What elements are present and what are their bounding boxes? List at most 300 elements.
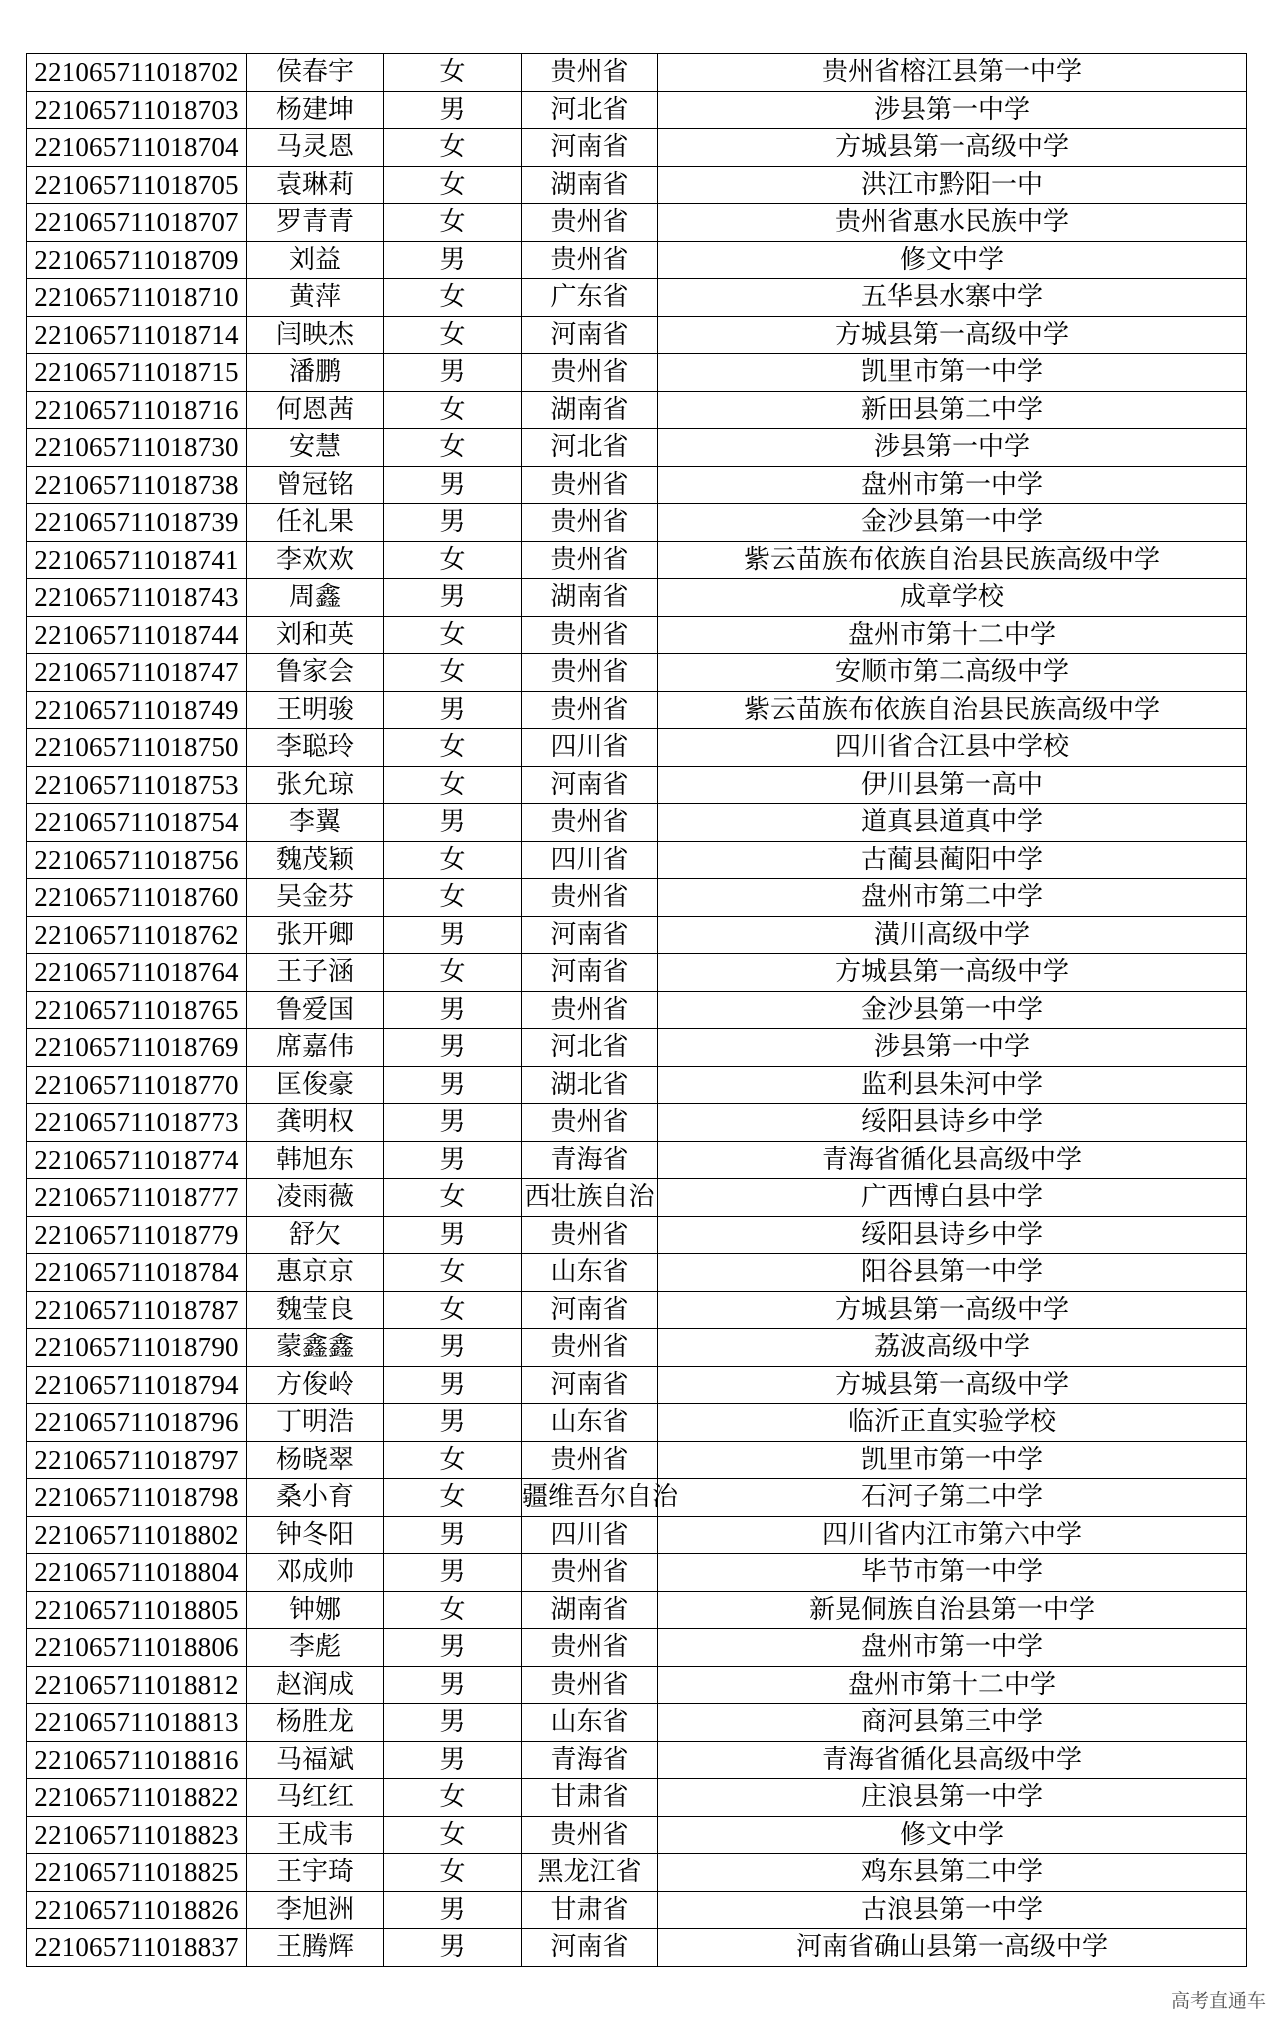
exam-id-cell: 221065711018826 [27, 1891, 247, 1929]
exam-id-cell: 221065711018764 [27, 954, 247, 992]
gender-cell: 女 [384, 1254, 522, 1292]
table-row [27, 954, 1247, 992]
gender-cell: 男 [384, 1891, 522, 1929]
exam-id-cell: 221065711018804 [27, 1554, 247, 1592]
gender-cell: 女 [384, 1441, 522, 1479]
name-cell: 马福斌 [247, 1741, 384, 1779]
exam-id-cell: 221065711018702 [27, 54, 247, 92]
gender-cell: 男 [384, 1929, 522, 1967]
exam-id-cell: 221065711018709 [27, 241, 247, 279]
table-row [27, 91, 1247, 129]
exam-id-cell: 221065711018762 [27, 916, 247, 954]
exam-id-cell: 221065711018816 [27, 1741, 247, 1779]
gender-cell: 女 [384, 1591, 522, 1629]
name-cell: 罗青青 [247, 204, 384, 242]
table-row [27, 1629, 1247, 1667]
gender-cell: 女 [384, 129, 522, 167]
school-cell: 河南省确山县第一高级中学 [658, 1929, 1247, 1967]
table-row [27, 241, 1247, 279]
gender-cell: 男 [384, 91, 522, 129]
table-row [27, 691, 1247, 729]
province-cell: 贵州省 [522, 804, 658, 842]
table-row [27, 654, 1247, 692]
name-cell: 蒙鑫鑫 [247, 1329, 384, 1367]
name-cell: 凌雨薇 [247, 1179, 384, 1217]
gender-cell: 女 [384, 316, 522, 354]
name-cell: 刘益 [247, 241, 384, 279]
province-cell: 西壮族自治 [522, 1179, 658, 1217]
table-row [27, 1216, 1247, 1254]
table-row [27, 804, 1247, 842]
name-cell: 杨胜龙 [247, 1704, 384, 1742]
gender-cell: 女 [384, 429, 522, 467]
province-cell: 湖南省 [522, 579, 658, 617]
name-cell: 曾冠铭 [247, 466, 384, 504]
table-row [27, 1704, 1247, 1742]
school-cell: 方城县第一高级中学 [658, 316, 1247, 354]
exam-id-cell: 221065711018798 [27, 1479, 247, 1517]
gender-cell: 男 [384, 1029, 522, 1067]
exam-id-cell: 221065711018744 [27, 616, 247, 654]
gender-cell: 男 [384, 1704, 522, 1742]
school-cell: 方城县第一高级中学 [658, 1291, 1247, 1329]
school-cell: 监利县朱河中学 [658, 1066, 1247, 1104]
school-cell: 五华县水寨中学 [658, 279, 1247, 317]
name-cell: 张开卿 [247, 916, 384, 954]
table-row [27, 1366, 1247, 1404]
gender-cell: 男 [384, 1366, 522, 1404]
table-row [27, 991, 1247, 1029]
exam-id-cell: 221065711018760 [27, 879, 247, 917]
exam-id-cell: 221065711018704 [27, 129, 247, 167]
school-cell: 贵州省惠水民族中学 [658, 204, 1247, 242]
table-row [27, 1741, 1247, 1779]
province-cell: 贵州省 [522, 54, 658, 92]
table-row [27, 354, 1247, 392]
table-row [27, 504, 1247, 542]
name-cell: 刘和英 [247, 616, 384, 654]
exam-id-cell: 221065711018707 [27, 204, 247, 242]
province-cell: 河北省 [522, 429, 658, 467]
province-cell: 湖南省 [522, 391, 658, 429]
gender-cell: 男 [384, 1066, 522, 1104]
exam-id-cell: 221065711018790 [27, 1329, 247, 1367]
table-row [27, 1141, 1247, 1179]
gender-cell: 男 [384, 579, 522, 617]
province-cell: 河北省 [522, 1029, 658, 1067]
exam-id-cell: 221065711018773 [27, 1104, 247, 1142]
school-cell: 涉县第一中学 [658, 1029, 1247, 1067]
school-cell: 鸡东县第二中学 [658, 1854, 1247, 1892]
school-cell: 紫云苗族布依族自治县民族高级中学 [658, 691, 1247, 729]
exam-id-cell: 221065711018784 [27, 1254, 247, 1292]
table-row [27, 166, 1247, 204]
gender-cell: 男 [384, 691, 522, 729]
exam-id-cell: 221065711018765 [27, 991, 247, 1029]
province-cell: 河南省 [522, 766, 658, 804]
school-cell: 方城县第一高级中学 [658, 129, 1247, 167]
name-cell: 吴金芬 [247, 879, 384, 917]
exam-id-cell: 221065711018739 [27, 504, 247, 542]
exam-id-cell: 221065711018797 [27, 1441, 247, 1479]
gender-cell: 男 [384, 1104, 522, 1142]
province-cell: 山东省 [522, 1254, 658, 1292]
table-row [27, 729, 1247, 767]
school-cell: 洪江市黔阳一中 [658, 166, 1247, 204]
province-cell: 贵州省 [522, 691, 658, 729]
name-cell: 侯春宇 [247, 54, 384, 92]
name-cell: 马红红 [247, 1779, 384, 1817]
table-row [27, 1441, 1247, 1479]
exam-id-cell: 221065711018774 [27, 1141, 247, 1179]
exam-id-cell: 221065711018743 [27, 579, 247, 617]
name-cell: 惠京京 [247, 1254, 384, 1292]
school-cell: 方城县第一高级中学 [658, 1366, 1247, 1404]
gender-cell: 女 [384, 54, 522, 92]
table-row [27, 579, 1247, 617]
name-cell: 张允琼 [247, 766, 384, 804]
school-cell: 庄浪县第一中学 [658, 1779, 1247, 1817]
table-row [27, 879, 1247, 917]
province-cell: 贵州省 [522, 354, 658, 392]
gender-cell: 男 [384, 504, 522, 542]
province-cell: 疆维吾尔自治 [522, 1479, 658, 1517]
gender-cell: 男 [384, 804, 522, 842]
name-cell: 钟冬阳 [247, 1516, 384, 1554]
province-cell: 贵州省 [522, 1441, 658, 1479]
province-cell: 贵州省 [522, 466, 658, 504]
name-cell: 丁明浩 [247, 1404, 384, 1442]
table-row [27, 279, 1247, 317]
exam-id-cell: 221065711018812 [27, 1666, 247, 1704]
table-row [27, 1779, 1247, 1817]
table-row [27, 541, 1247, 579]
school-cell: 古蔺县蔺阳中学 [658, 841, 1247, 879]
school-cell: 青海省循化县高级中学 [658, 1141, 1247, 1179]
name-cell: 闫映杰 [247, 316, 384, 354]
school-cell: 盘州市第二中学 [658, 879, 1247, 917]
exam-id-cell: 221065711018787 [27, 1291, 247, 1329]
table-row [27, 1516, 1247, 1554]
school-cell: 修文中学 [658, 241, 1247, 279]
province-cell: 贵州省 [522, 1329, 658, 1367]
province-cell: 贵州省 [522, 616, 658, 654]
school-cell: 广西博白县中学 [658, 1179, 1247, 1217]
province-cell: 贵州省 [522, 204, 658, 242]
school-cell: 古浪县第一中学 [658, 1891, 1247, 1929]
watermark-text: 高考直通车 [1170, 1990, 1266, 2012]
gender-cell: 女 [384, 729, 522, 767]
province-cell: 青海省 [522, 1741, 658, 1779]
table-row [27, 1254, 1247, 1292]
table-row [27, 1029, 1247, 1067]
gender-cell: 男 [384, 1629, 522, 1667]
table-row [27, 916, 1247, 954]
gender-cell: 女 [384, 616, 522, 654]
table-row [27, 1929, 1247, 1967]
province-cell: 四川省 [522, 841, 658, 879]
school-cell: 潢川高级中学 [658, 916, 1247, 954]
gender-cell: 男 [384, 1554, 522, 1592]
school-cell: 四川省内江市第六中学 [658, 1516, 1247, 1554]
province-cell: 贵州省 [522, 1666, 658, 1704]
school-cell: 伊川县第一高中 [658, 766, 1247, 804]
name-cell: 韩旭东 [247, 1141, 384, 1179]
school-cell: 盘州市第一中学 [658, 466, 1247, 504]
province-cell: 河南省 [522, 1291, 658, 1329]
gender-cell: 女 [384, 1779, 522, 1817]
name-cell: 何恩茜 [247, 391, 384, 429]
name-cell: 李旭洲 [247, 1891, 384, 1929]
exam-id-cell: 221065711018753 [27, 766, 247, 804]
school-cell: 贵州省榕江县第一中学 [658, 54, 1247, 92]
name-cell: 王成韦 [247, 1816, 384, 1854]
school-cell: 商河县第三中学 [658, 1704, 1247, 1742]
exam-id-cell: 221065711018749 [27, 691, 247, 729]
table-row [27, 1816, 1247, 1854]
exam-id-cell: 221065711018794 [27, 1366, 247, 1404]
gender-cell: 女 [384, 1479, 522, 1517]
name-cell: 方俊岭 [247, 1366, 384, 1404]
province-cell: 贵州省 [522, 241, 658, 279]
gender-cell: 女 [384, 1179, 522, 1217]
name-cell: 杨建坤 [247, 91, 384, 129]
name-cell: 鲁家会 [247, 654, 384, 692]
gender-cell: 男 [384, 241, 522, 279]
table-row [27, 1066, 1247, 1104]
gender-cell: 男 [384, 991, 522, 1029]
name-cell: 王宇琦 [247, 1854, 384, 1892]
table-row [27, 204, 1247, 242]
school-cell: 石河子第二中学 [658, 1479, 1247, 1517]
name-cell: 席嘉伟 [247, 1029, 384, 1067]
name-cell: 魏莹良 [247, 1291, 384, 1329]
exam-id-cell: 221065711018823 [27, 1816, 247, 1854]
name-cell: 李聪玲 [247, 729, 384, 767]
table-row [27, 1104, 1247, 1142]
name-cell: 赵润成 [247, 1666, 384, 1704]
gender-cell: 男 [384, 1141, 522, 1179]
gender-cell: 男 [384, 1329, 522, 1367]
province-cell: 贵州省 [522, 654, 658, 692]
school-cell: 绥阳县诗乡中学 [658, 1216, 1247, 1254]
province-cell: 湖南省 [522, 166, 658, 204]
exam-id-cell: 221065711018715 [27, 354, 247, 392]
table-row [27, 1179, 1247, 1217]
school-cell: 荔波高级中学 [658, 1329, 1247, 1367]
school-cell: 涉县第一中学 [658, 429, 1247, 467]
school-cell: 紫云苗族布依族自治县民族高级中学 [658, 541, 1247, 579]
school-cell: 毕节市第一中学 [658, 1554, 1247, 1592]
province-cell: 贵州省 [522, 504, 658, 542]
gender-cell: 男 [384, 354, 522, 392]
province-cell: 甘肃省 [522, 1779, 658, 1817]
school-cell: 盘州市第十二中学 [658, 1666, 1247, 1704]
exam-id-cell: 221065711018703 [27, 91, 247, 129]
school-cell: 修文中学 [658, 1816, 1247, 1854]
school-cell: 临沂正直实验学校 [658, 1404, 1247, 1442]
gender-cell: 女 [384, 766, 522, 804]
exam-id-cell: 221065711018806 [27, 1629, 247, 1667]
table-row [27, 1479, 1247, 1517]
gender-cell: 女 [384, 204, 522, 242]
exam-id-cell: 221065711018730 [27, 429, 247, 467]
gender-cell: 女 [384, 1854, 522, 1892]
name-cell: 邓成帅 [247, 1554, 384, 1592]
province-cell: 黑龙江省 [522, 1854, 658, 1892]
gender-cell: 男 [384, 466, 522, 504]
gender-cell: 女 [384, 166, 522, 204]
name-cell: 杨晓翠 [247, 1441, 384, 1479]
school-cell: 新田县第二中学 [658, 391, 1247, 429]
name-cell: 龚明权 [247, 1104, 384, 1142]
school-cell: 涉县第一中学 [658, 91, 1247, 129]
table-row [27, 316, 1247, 354]
gender-cell: 男 [384, 1216, 522, 1254]
province-cell: 青海省 [522, 1141, 658, 1179]
table-row [27, 616, 1247, 654]
province-cell: 四川省 [522, 1516, 658, 1554]
name-cell: 匡俊豪 [247, 1066, 384, 1104]
exam-id-cell: 221065711018805 [27, 1591, 247, 1629]
name-cell: 李欢欢 [247, 541, 384, 579]
school-cell: 绥阳县诗乡中学 [658, 1104, 1247, 1142]
province-cell: 贵州省 [522, 1629, 658, 1667]
exam-id-cell: 221065711018741 [27, 541, 247, 579]
table-row [27, 391, 1247, 429]
name-cell: 袁琳莉 [247, 166, 384, 204]
school-cell: 安顺市第二高级中学 [658, 654, 1247, 692]
name-cell: 潘鹏 [247, 354, 384, 392]
name-cell: 周鑫 [247, 579, 384, 617]
gender-cell: 女 [384, 541, 522, 579]
province-cell: 广东省 [522, 279, 658, 317]
province-cell: 河南省 [522, 954, 658, 992]
school-cell: 阳谷县第一中学 [658, 1254, 1247, 1292]
school-cell: 四川省合江县中学校 [658, 729, 1247, 767]
province-cell: 甘肃省 [522, 1891, 658, 1929]
school-cell: 盘州市第十二中学 [658, 616, 1247, 654]
name-cell: 王腾辉 [247, 1929, 384, 1967]
table-row [27, 1554, 1247, 1592]
gender-cell: 女 [384, 954, 522, 992]
name-cell: 鲁爱国 [247, 991, 384, 1029]
gender-cell: 男 [384, 1666, 522, 1704]
name-cell: 王明骏 [247, 691, 384, 729]
exam-id-cell: 221065711018714 [27, 316, 247, 354]
province-cell: 山东省 [522, 1704, 658, 1742]
gender-cell: 男 [384, 1516, 522, 1554]
province-cell: 贵州省 [522, 879, 658, 917]
gender-cell: 女 [384, 1816, 522, 1854]
gender-cell: 女 [384, 841, 522, 879]
table-body [27, 54, 1247, 1967]
gender-cell: 女 [384, 654, 522, 692]
table-row [27, 429, 1247, 467]
gender-cell: 男 [384, 1404, 522, 1442]
exam-id-cell: 221065711018754 [27, 804, 247, 842]
school-cell: 成章学校 [658, 579, 1247, 617]
exam-id-cell: 221065711018716 [27, 391, 247, 429]
table-row [27, 841, 1247, 879]
name-cell: 王子涵 [247, 954, 384, 992]
province-cell: 四川省 [522, 729, 658, 767]
table-row [27, 54, 1247, 92]
province-cell: 河北省 [522, 91, 658, 129]
school-cell: 道真县道真中学 [658, 804, 1247, 842]
name-cell: 魏茂颖 [247, 841, 384, 879]
exam-id-cell: 221065711018825 [27, 1854, 247, 1892]
province-cell: 贵州省 [522, 1104, 658, 1142]
exam-id-cell: 221065711018738 [27, 466, 247, 504]
province-cell: 贵州省 [522, 1816, 658, 1854]
province-cell: 河南省 [522, 1929, 658, 1967]
name-cell: 舒欠 [247, 1216, 384, 1254]
exam-id-cell: 221065711018747 [27, 654, 247, 692]
province-cell: 贵州省 [522, 991, 658, 1029]
exam-id-cell: 221065711018796 [27, 1404, 247, 1442]
exam-id-cell: 221065711018813 [27, 1704, 247, 1742]
school-cell: 盘州市第一中学 [658, 1629, 1247, 1667]
exam-id-cell: 221065711018802 [27, 1516, 247, 1554]
exam-id-cell: 221065711018770 [27, 1066, 247, 1104]
gender-cell: 女 [384, 391, 522, 429]
province-cell: 贵州省 [522, 1216, 658, 1254]
exam-id-cell: 221065711018779 [27, 1216, 247, 1254]
province-cell: 河南省 [522, 129, 658, 167]
table-row [27, 1291, 1247, 1329]
province-cell: 湖南省 [522, 1591, 658, 1629]
table-row [27, 466, 1247, 504]
school-cell: 凯里市第一中学 [658, 1441, 1247, 1479]
exam-id-cell: 221065711018822 [27, 1779, 247, 1817]
exam-id-cell: 221065711018837 [27, 1929, 247, 1967]
gender-cell: 男 [384, 916, 522, 954]
school-cell: 方城县第一高级中学 [658, 954, 1247, 992]
table-row [27, 1666, 1247, 1704]
province-cell: 湖北省 [522, 1066, 658, 1104]
name-cell: 李彪 [247, 1629, 384, 1667]
table-row [27, 1591, 1247, 1629]
table-row [27, 1854, 1247, 1892]
name-cell: 马灵恩 [247, 129, 384, 167]
table-row [27, 1891, 1247, 1929]
province-cell: 贵州省 [522, 1554, 658, 1592]
gender-cell: 女 [384, 279, 522, 317]
table-row [27, 1404, 1247, 1442]
school-cell: 金沙县第一中学 [658, 504, 1247, 542]
student-list-table [26, 53, 1247, 1967]
exam-id-cell: 221065711018750 [27, 729, 247, 767]
name-cell: 桑小育 [247, 1479, 384, 1517]
school-cell: 青海省循化县高级中学 [658, 1741, 1247, 1779]
exam-id-cell: 221065711018769 [27, 1029, 247, 1067]
school-cell: 凯里市第一中学 [658, 354, 1247, 392]
exam-id-cell: 221065711018710 [27, 279, 247, 317]
gender-cell: 女 [384, 879, 522, 917]
name-cell: 任礼果 [247, 504, 384, 542]
name-cell: 黄萍 [247, 279, 384, 317]
exam-id-cell: 221065711018705 [27, 166, 247, 204]
province-cell: 河南省 [522, 916, 658, 954]
province-cell: 山东省 [522, 1404, 658, 1442]
gender-cell: 女 [384, 1291, 522, 1329]
table-row [27, 129, 1247, 167]
school-cell: 新晃侗族自治县第一中学 [658, 1591, 1247, 1629]
name-cell: 安慧 [247, 429, 384, 467]
province-cell: 贵州省 [522, 541, 658, 579]
province-cell: 河南省 [522, 1366, 658, 1404]
